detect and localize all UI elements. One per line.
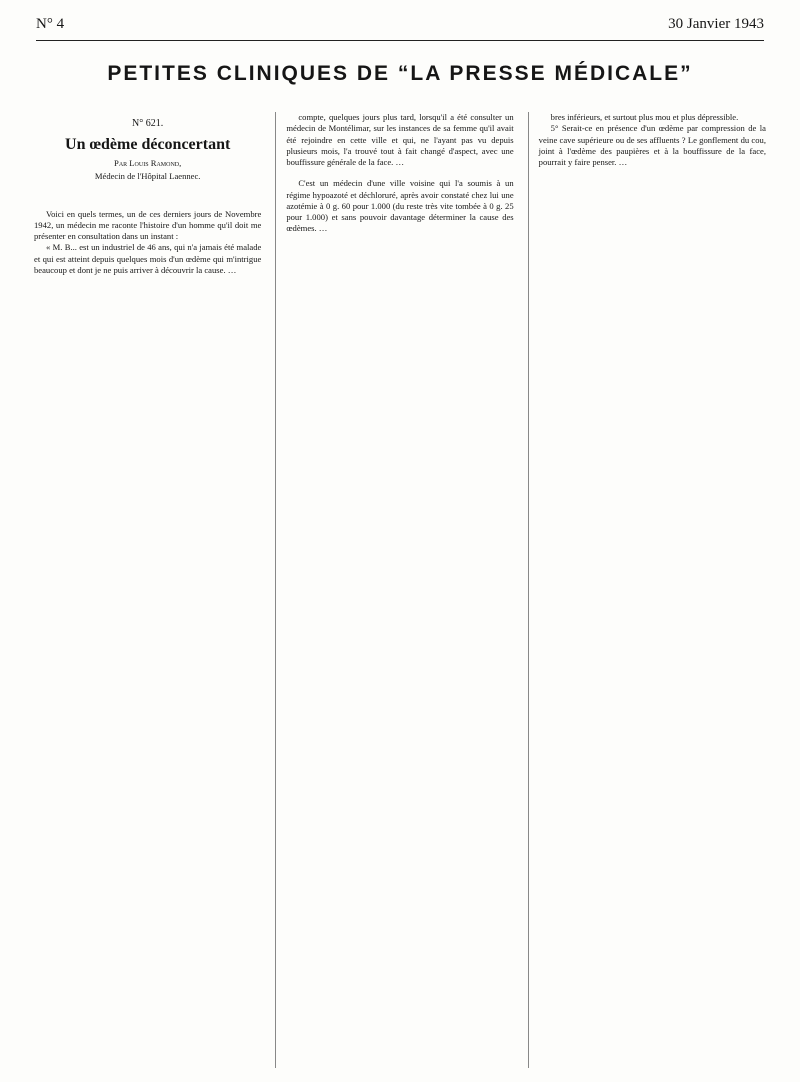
column-2 xyxy=(275,112,517,1068)
column-3 xyxy=(528,112,770,1068)
article-columns xyxy=(30,112,770,1068)
column-1 xyxy=(30,112,265,1068)
affiliation: Médecin de l'Hôpital Laennec. xyxy=(94,170,201,181)
issue-number: N° 4 xyxy=(36,16,65,32)
article-title: Un œdème déconcertant xyxy=(65,136,231,154)
page-header xyxy=(36,16,764,41)
issue-date: 30 Janvier 1943 xyxy=(668,16,764,32)
paragraph: Voici en quels termes, un de ces derniers jours de Novembre 1942, un médecin me raconte l'histoire d'un homme qu'il doit me présenter en consultation dans un instant : xyxy=(34,208,262,241)
masthead-title: PETITES CLINIQUES DE “LA PRESSE MÉDICALE” xyxy=(107,62,693,85)
paragraph: compte, quelques jours plus tard, lorsqu'il a été consulter un médecin de Montélimar, sur les instances de sa femme qu'il avait été rejoindre en cette ville et qui, ne l'ayant pas vu depuis plusieurs mois, l'a trouvé tout à fait changé d'aspect, avec une bouffissure générale de la face. … xyxy=(286,112,514,167)
paragraph: « M. B... est un industriel de 46 ans, qui n'a jamais été malade et qui est atteint depuis quelques mois d'un œdème qui m'intrigue beaucoup et dont je ne puis arriver à découvrir la cause. … xyxy=(34,242,262,275)
paragraph: C'est un médecin d'une ville voisine qui l'a soumis à un régime hypoazoté et déchloruré, après avoir constaté chez lui une azotémie à 0 g. 60 pour 1.000 (du reste très vite tombée à 0 g. 25 pour 1.000) et sans pouvoir davantage déterminer la cause des œdèmes. … xyxy=(286,178,514,234)
author: Par Louis Ramond, xyxy=(114,157,182,168)
paragraph: 5° Serait-ce en présence d'un œdème par compression de la veine cave supérieure ou de ses affluents ? Le gonflement du cou, joint à l'œdème des paupières et à la bouffissure de la face, pourrait y faire penser. … xyxy=(538,123,766,167)
article-number: N° 621. xyxy=(132,118,164,129)
paragraph: bres inférieurs, et surtout plus mou et plus dépressible. xyxy=(550,112,739,122)
byline xyxy=(34,157,261,183)
